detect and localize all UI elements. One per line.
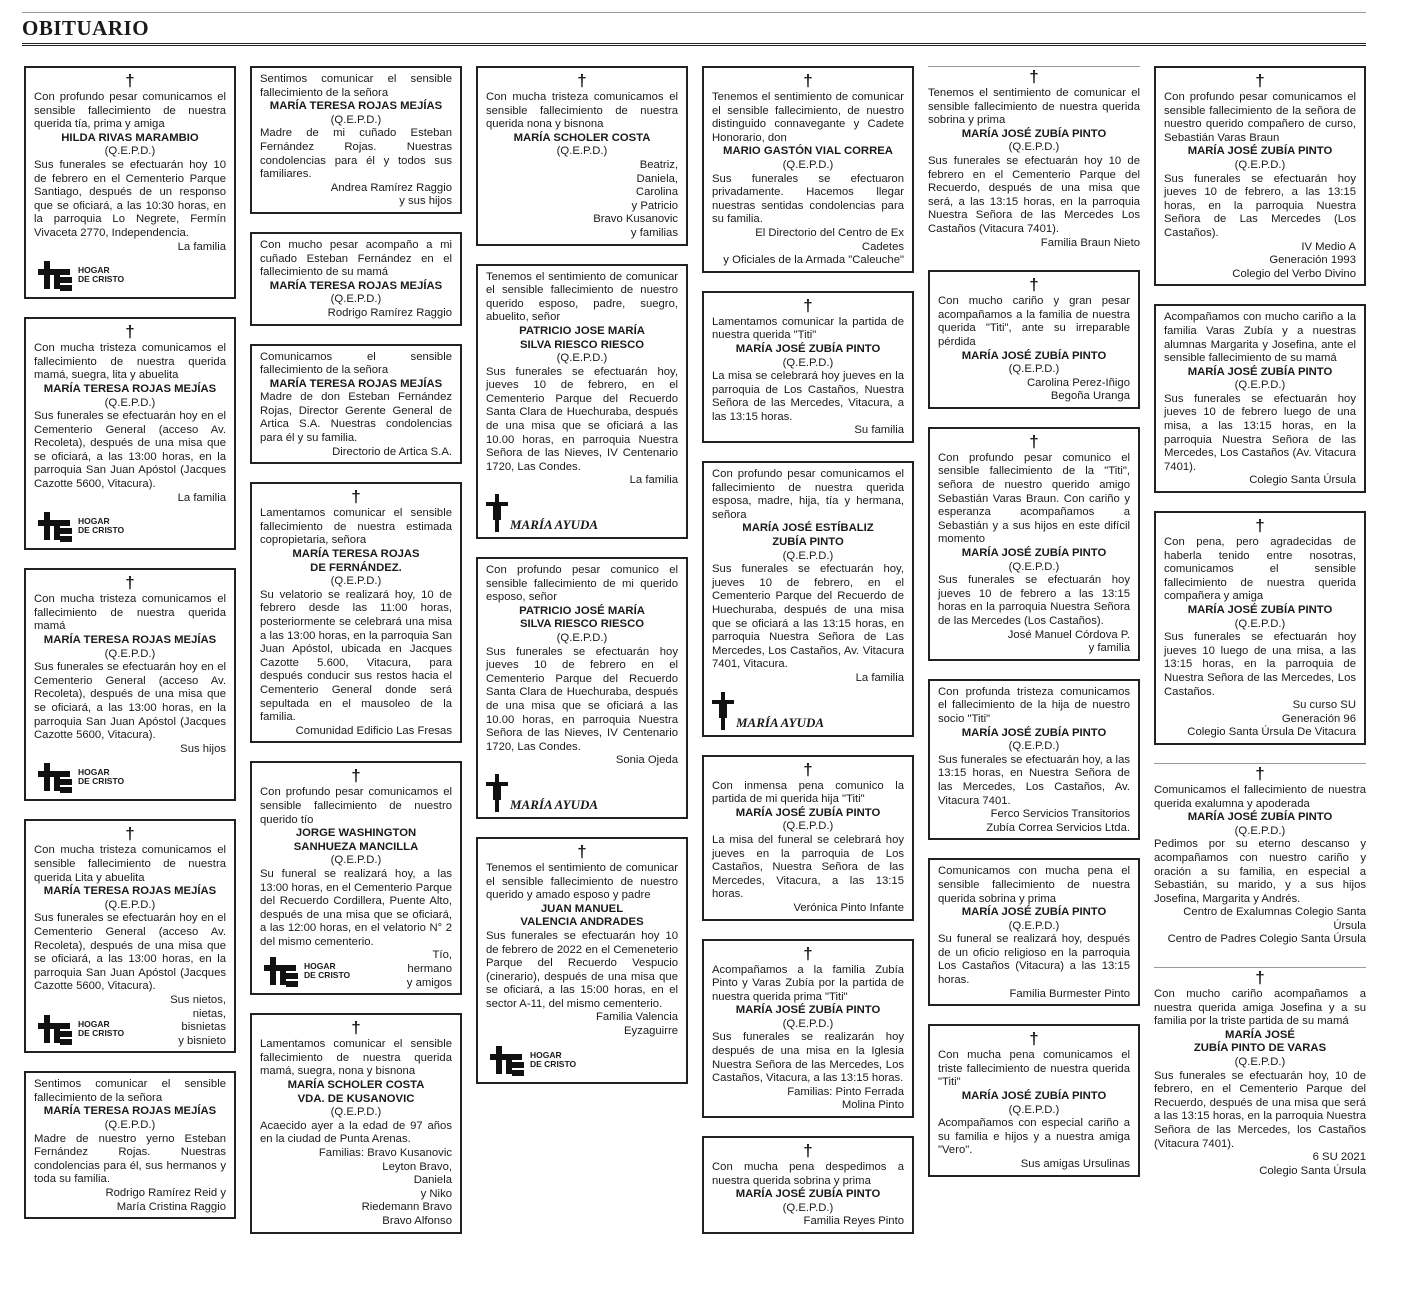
section-header [22, 16, 1366, 46]
cross-icon: † [803, 295, 813, 315]
hogar-de-cristo-icon [34, 761, 74, 793]
qepd-label: (Q.E.P.D.) [556, 145, 608, 158]
cross-icon: † [1029, 431, 1039, 451]
notice-details: Acompañamos con especial cariño a su familia e hijos y a nuestra amiga "Vero". [938, 1117, 1130, 1157]
qepd-label: (Q.E.P.D.) [330, 1106, 382, 1119]
obituary-notice [928, 1024, 1140, 1176]
qepd-label: (Q.E.P.D.) [330, 113, 382, 126]
signature: La familia [855, 671, 904, 684]
deceased-name: MARÍA JOSÉ ZUBÍA PINTO [1187, 604, 1333, 616]
hogar-de-cristo-text: HOGAR DE CRISTO [78, 1019, 125, 1039]
cross-icon: † [803, 71, 813, 90]
deceased-name: JUAN MANUEL VALENCIA ANDRADES [520, 902, 644, 929]
notice-intro: Comunicamos el sensible fallecimiento de la señora [260, 350, 452, 377]
cross-icon: † [1255, 71, 1265, 90]
qepd-label: (Q.E.P.D.) [1008, 1103, 1060, 1116]
hogar-de-cristo-icon [34, 1013, 74, 1045]
notice-details: La misa del funeral se celebrará hoy jueves en la parroquia de Los Castaños, Nuestra Señora de las Mercedes, Vitacura, a las 13:15 horas. [712, 833, 904, 901]
signature: Su curso SU Generación 96 Colegio Santa Úrsula De Vitacura [1187, 699, 1356, 739]
notice-intro: Con mucho pesar acompaño a mi cuñado Esteban Fernández en el fallecimiento de su mamá [260, 238, 452, 279]
cross-icon: † [351, 766, 361, 786]
notice-intro: Sentimos comunicar el sensible fallecimiento de la señora [34, 1078, 226, 1104]
deceased-name: MARÍA JOSÉ ZUBÍA PINTO DE VARAS [1193, 1028, 1327, 1055]
signature: Rodrigo Ramírez Raggio [327, 306, 452, 319]
deceased-name: MARÍA SCHOLER COSTA [513, 131, 651, 144]
notice-intro: Con mucha tristeza comunicamos el sensible fallecimiento de nuestra querida Lita y abuelita [34, 844, 226, 884]
column-3 [476, 66, 688, 1102]
notice-intro: Con mucha tristeza comunicamos el sensible fallecimiento de nuestra querida nona y bisnona [486, 91, 678, 131]
cross-icon: † [125, 71, 135, 90]
deceased-name: MARÍA TERESA ROJAS DE FERNÁNDEZ. [292, 548, 420, 574]
hogar-de-cristo-text: HOGAR DE CRISTO [78, 265, 125, 285]
obituary-notice [1154, 66, 1366, 286]
deceased-name: MARÍA JOSÉ ZUBÍA PINTO [961, 127, 1107, 140]
signature: Sonia Ojeda [615, 754, 678, 767]
signature: Sus amigas Ursulinas [1020, 1158, 1130, 1170]
qepd-label: (Q.E.P.D.) [782, 158, 834, 171]
obituary-notice [702, 461, 914, 737]
cross-icon: † [125, 573, 135, 593]
notice-details: Sus funerales se efectuarán hoy, a las 13:15 horas, en Nuestra Señora de las Mercedes, Los Castaños, Av. Vitacura 7401. [938, 753, 1130, 807]
signature: Comunidad Edificio Las Fresas [295, 724, 452, 737]
notice-intro: Con mucho cariño acompañamos a nuestra querida amiga Josefina y a su familia por la triste partida de su mamá [1154, 988, 1366, 1028]
obituary-notice [250, 482, 462, 743]
obituary-notice [702, 291, 914, 443]
obituary-notice [24, 66, 236, 299]
qepd-label: (Q.E.P.D.) [104, 145, 156, 158]
notice-details: Su funeral se realizará hoy, después de un oficio religioso en la parroquia Los Castaños (Vitacura) a las 13:15 horas. [938, 933, 1130, 987]
notice-details: La misa se celebrará hoy jueves en la parroquia de Los Castaños, Nuestra Señora de las Mercedes, Vitacura, a las 13:15 horas. [712, 370, 904, 423]
crucifix-icon [486, 774, 508, 812]
maria-ayuda-logo [486, 492, 678, 532]
signature-row [260, 949, 452, 990]
deceased-name: MARÍA TERESA ROJAS MEJÍAS [269, 377, 443, 390]
notice-details: Sus funerales se efectuaron privadamente. Hacemos llegar nuestras sentidas condolencias para su familia. [712, 172, 904, 226]
hogar-de-cristo-logo [486, 1043, 678, 1077]
qepd-label: (Q.E.P.D.) [104, 1119, 156, 1132]
notice-details: Sus funerales se realizarán hoy después de una misa en la Iglesia Nuestra Señora de las Mercedes, Los Castaños, Vitacura, a las 13:15 horas. [712, 1031, 904, 1085]
notice-intro: Sentimos comunicar el sensible fallecimiento de la señora [260, 73, 452, 99]
qepd-label: (Q.E.P.D.) [782, 356, 834, 369]
obituary-notice [250, 232, 462, 326]
deceased-name: MARÍA JOSÉ ZUBÍA PINTO [961, 1090, 1107, 1103]
qepd-label: (Q.E.P.D.) [1008, 740, 1060, 753]
notice-intro: Tenemos el sentimiento de comunicar el sensible fallecimiento de nuestra querida sobrina y prima [928, 87, 1140, 127]
deceased-name: MARÍA JOSÉ ZUBÍA PINTO [735, 806, 881, 819]
signature: Familias: Pinto Ferrada Molina Pinto [787, 1085, 904, 1112]
qepd-label: (Q.E.P.D.) [782, 820, 834, 833]
hogar-de-cristo-logo [34, 509, 226, 543]
notice-intro: Lamentamos comunicar la partida de nuestra querida "Titi" [712, 315, 904, 342]
obituary-notice [476, 837, 688, 1084]
notice-details: Madre de mi cuñado Esteban Fernández Rojas. Nuestras condolencias para él y todos sus familiares. [260, 127, 452, 181]
hogar-de-cristo-text: HOGAR DE CRISTO [78, 516, 125, 536]
qepd-label: (Q.E.P.D.) [104, 396, 156, 409]
notice-details: Sus funerales se efectuarán hoy en el Cementerio General (acceso Av. Recoleta), después de una misa que se oficiará, a las 13:00 horas, en la parroquia San Juan Apóstol (Jacques Cazotte 5600, Vitacura). [34, 912, 226, 993]
deceased-name: MARÍA JOSÉ ESTÍBALIZ ZUBÍA PINTO [742, 522, 874, 549]
obituary-notice [928, 858, 1140, 1006]
notice-details: Sus funerales se efectuarán hoy 10 de febrero en el Cementerio Parque Santiago, después de un responso que se oficiará, a las 10:30 horas, en la parroquia Lo Negrete, Fermín Vivaceta 2770, Independencia. [34, 158, 226, 239]
qepd-label: (Q.E.P.D.) [1234, 824, 1286, 837]
cross-icon: † [125, 824, 135, 844]
cross-icon: † [1255, 763, 1265, 783]
notice-intro: Con profundo pesar comunico el sensible fallecimiento de la "Titi", señora de nuestro querido amigo Sebastián Varas Braun. Con cariño y esperanza acompañamos a Sebastián y a sus hijos en este difícil momento [938, 451, 1130, 546]
notice-details: Pedimos por su eterno descanso y acompañamos con nuestro cariño y oración a su familia, en especial a Sebastián, su marido, y a sus hijos Josefina, Margarita y Andrés. [1154, 838, 1366, 905]
qepd-label: (Q.E.P.D.) [330, 854, 382, 867]
signature: El Directorio del Centro de Ex Cadetes y Oficiales de la Armada "Caleuche" [723, 226, 904, 267]
cross-icon: † [803, 1141, 813, 1161]
signature: Rodrigo Ramírez Reid y María Cristina Raggio [105, 1187, 226, 1213]
notice-details: Sus funerales se efectuarán hoy jueves 10 de febrero luego de una misa, a las 13:15 horas, en la parroquia Nuestra Señora de las Mercedes, Los Castaños (Av. Vitacura 7401). [1164, 392, 1356, 473]
cross-icon: † [577, 71, 587, 90]
obituary-notice [250, 761, 462, 995]
signature: Ferco Servicios Transitorios Zubía Correa Servicios Ltda. [986, 808, 1130, 834]
obituary-notice [476, 557, 688, 819]
notice-details: Madre de don Esteban Fernández Rojas, Director Gerente General de Artica S.A. Nuestras condolencias para él y su familia. [260, 391, 452, 445]
deceased-name: MARÍA JOSÉ ZUBÍA PINTO [735, 1004, 881, 1017]
crucifix-icon [712, 692, 734, 730]
deceased-name: JORGE WASHINGTON SANHUEZA MANCILLA [293, 827, 419, 853]
signature: Su familia [854, 424, 904, 437]
notice-details: Sus funerales se efectuarán hoy en el Cementerio General (acceso Av. Recoleta), después de una misa que se oficiará, a las 13:00 horas, en la parroquia San Juan Apóstol (Jacques Cazotte 5600, Vitacura). [34, 661, 226, 742]
deceased-name: MARÍA SCHOLER COSTA VDA. DE KUSANOVIC [287, 1079, 425, 1105]
cross-icon: † [1255, 516, 1265, 536]
notice-details: Sus funerales se efectuarán hoy en el Cementerio General (acceso Av. Recoleta), después de una misa que se oficiará, a las 13:00 horas, en la parroquia San Juan Apóstol (Jacques Cazotte 5600, Vitacura). [34, 410, 226, 491]
notice-intro: Tenemos el sentimiento de comunicar el sensible fallecimiento de nuestro querido y amado esposo y padre [486, 861, 678, 902]
deceased-name: MARÍA JOSÉ ZUBÍA PINTO [735, 342, 881, 355]
notice-intro: Con mucho cariño y gran pesar acompañamos a la familia de nuestra querida "Titi", ante su irreparable pérdida [938, 295, 1130, 348]
top-rule [22, 12, 1366, 13]
qepd-label: (Q.E.P.D.) [1234, 617, 1286, 630]
signature: José Manuel Córdova P. y familia [1007, 628, 1130, 655]
notice-details: Sus funerales se efectuarán hoy, jueves 10 de febrero, en el Cementerio Parque del Recuerdo de Huechuraba, después de una misa que se oficiará a las 13:15 horas, en parroquia Nuestra Señora de Las Mercedes, Los Castaños, Av. Vitacura 7401, Vitacura. [712, 563, 904, 671]
deceased-name: MARÍA TERESA ROJAS MEJÍAS [43, 885, 217, 898]
deceased-name: MARIO GASTÓN VIAL CORREA [723, 145, 893, 158]
qepd-label: (Q.E.P.D.) [104, 647, 156, 660]
column-6 [1154, 66, 1366, 1198]
signature: Sus hijos [180, 742, 226, 755]
qepd-label: (Q.E.P.D.) [556, 632, 608, 644]
maria-ayuda-text: MARÍA AYUDA [510, 796, 599, 812]
obituary-notice [928, 66, 1140, 252]
notice-intro: Con profundo pesar comunico el sensible fallecimiento de mi querido esposo, señor [486, 564, 678, 604]
notice-details: Sus funerales se efectuarán hoy, 10 de febrero, en el Cementerio Parque del Recuerdo, después de una misa que será a las 13:15 horas, en la parroquia Nuestra Señora de las Mercedes, los Castaños (Vitacura 7401). [1154, 1069, 1366, 1150]
obituary-notice [1154, 967, 1366, 1180]
deceased-name: MARÍA TERESA ROJAS MEJÍAS [269, 279, 443, 292]
obituary-notice [24, 1071, 236, 1219]
qepd-label: (Q.E.P.D.) [330, 293, 382, 306]
hogar-de-cristo-icon [34, 259, 74, 291]
qepd-label: (Q.E.P.D.) [1234, 1056, 1286, 1069]
maria-ayuda-text: MARÍA AYUDA [736, 714, 825, 730]
obituary-notice [250, 1013, 462, 1233]
notice-intro: Con profundo pesar comunicamos el sensible fallecimiento de nuestro querido tío [260, 786, 452, 826]
qepd-label: (Q.E.P.D.) [782, 1017, 834, 1030]
qepd-label: (Q.E.P.D.) [1008, 919, 1060, 932]
deceased-name: PATRICIO JOSÉ MARÍA SILVA RIESCO RIESCO [519, 604, 645, 631]
qepd-label: (Q.E.P.D.) [782, 1201, 834, 1214]
qepd-label: (Q.E.P.D.) [330, 575, 382, 588]
notice-intro: Acompañamos a la familia Zubía Pinto y Varas Zubía por la partida de nuestra querida prima "Titi" [712, 963, 904, 1003]
obituary-notice [1154, 304, 1366, 493]
column-4 [702, 66, 914, 1252]
obituary-notice [250, 66, 462, 214]
obituary-notice [702, 755, 914, 921]
obituary-notice [24, 568, 236, 801]
signature: Carolina Perez-Iñigo Begoña Uranga [1027, 376, 1130, 403]
signature: IV Medio A Generación 1993 Colegio del Verbo Divino [1232, 240, 1356, 280]
hogar-de-cristo-text: HOGAR DE CRISTO [530, 1049, 577, 1069]
notice-details: Sus funerales se efectuarán hoy 10 de febrero de 2022 en el Cemeneterio Parque del Recuerdo Vespucio (cinerario), después de una misa que se oficiará, a las 15:00 horas, en el sector A-11, del mismo cementerio. [486, 929, 678, 1010]
column-5 [928, 66, 1140, 1195]
signature: Verónica Pinto Infante [793, 901, 904, 914]
obituary-notice [928, 679, 1140, 841]
qepd-label: (Q.E.P.D.) [1008, 560, 1060, 573]
hogar-de-cristo-logo [34, 1012, 124, 1046]
cross-icon: † [803, 943, 813, 963]
notice-details: Sus funerales se efectuarán hoy jueves 10 luego de una misa, a las 13:15 horas, en la parroquia de Nuestra Señora de las Mercedes, Los Castaños. [1164, 631, 1356, 698]
notice-intro: Con profundo pesar comunicamos el fallecimiento de nuestra querida esposa, madre, hija, tía y hermana, señora [712, 468, 904, 521]
signature: Centro de Exalumnas Colegio Santa Úrsula Centro de Padres Colegio Santa Úrsula [1167, 906, 1366, 946]
notice-intro: Comunicamos el fallecimiento de nuestra querida exalumna y apoderada [1154, 783, 1366, 810]
signature: Familias: Bravo Kusanovic Leyton Bravo, Daniela y Niko Riedemann Bravo Bravo Alfonso [318, 1147, 452, 1227]
signature: Colegio Santa Úrsula [1249, 474, 1356, 487]
signature-row [34, 994, 226, 1048]
notice-intro: Lamentamos comunicar el sensible fallecimiento de nuestra estimada copropietaria, señora [260, 507, 452, 547]
deceased-name: MARÍA JOSÉ ZUBÍA PINTO [1187, 145, 1333, 158]
notice-intro: Con profundo pesar comunicamos el sensible fallecimiento de nuestra querida tía, prima y amiga [34, 91, 226, 131]
deceased-name: MARÍA JOSÉ ZUBÍA PINTO [961, 547, 1107, 560]
obituary-notice [702, 66, 914, 273]
qepd-label: (Q.E.P.D.) [104, 898, 156, 911]
notice-intro: Con mucha tristeza comunicamos el fallecimiento de nuestra querida mamá [34, 593, 226, 633]
signature: Directorio de Artica S.A. [332, 445, 452, 458]
qepd-label: (Q.E.P.D.) [1008, 363, 1060, 376]
qepd-label: (Q.E.P.D.) [1008, 141, 1060, 154]
deceased-name: MARÍA JOSÉ ZUBÍA PINTO [961, 349, 1107, 362]
deceased-name: MARÍA TERESA ROJAS MEJÍAS [43, 382, 217, 395]
notice-details: Acaecido ayer a la edad de 97 años en la ciudad de Punta Arenas. [260, 1119, 452, 1146]
signature: La familia [629, 474, 678, 487]
signature: Familia Braun Nieto [1040, 236, 1140, 249]
obituary-notice [24, 317, 236, 550]
notice-intro: Con profunda tristeza comunicamos el fallecimiento de la hija de nuestro socio "Titi" [938, 685, 1130, 725]
signature: 6 SU 2021 Colegio Santa Úrsula [1259, 1151, 1366, 1177]
notice-intro: Con pena, pero agradecidas de haberla tenido entre nosotras, comunicamos el sensible fallecimiento de nuestra querida compañera y amiga [1164, 536, 1356, 603]
deceased-name: MARÍA JOSÉ ZUBÍA PINTO [1187, 811, 1333, 824]
hogar-de-cristo-icon [260, 955, 300, 987]
hogar-de-cristo-logo [34, 760, 226, 794]
obituary-notice [702, 939, 914, 1119]
notice-details: Madre de nuestro yerno Esteban Fernández Rojas. Nuestras condolencias para él, sus hermanos y toda su familia. [34, 1132, 226, 1186]
notice-intro: Comunicamos con mucha pena el sensible fallecimiento de nuestra querida sobrina y prima [938, 865, 1130, 905]
cross-icon: † [1029, 1029, 1039, 1049]
deceased-name: MARÍA JOSÉ ZUBÍA PINTO [961, 726, 1107, 739]
signature: Familia Reyes Pinto [803, 1215, 904, 1228]
column-2 [250, 66, 462, 1252]
signature: La familia [177, 491, 226, 504]
cross-icon: † [1255, 968, 1265, 988]
maria-ayuda-text: MARÍA AYUDA [510, 517, 599, 533]
maria-ayuda-logo [486, 772, 678, 812]
deceased-name: MARÍA TERESA ROJAS MEJÍAS [43, 1105, 217, 1118]
obituary-notice [476, 264, 688, 540]
notice-details: Sus funerales se efectuarán hoy jueves 10 de febrero en el Cementerio Parque del Recuerdo Santa Clara de Huechuraba, después de una misa que se oficiará a las 10.00 horas, en parroquia Nuestra Señora de las Nieves, IV Centenario 1720, Las Condes. [486, 645, 678, 753]
obituary-notice [702, 1136, 914, 1234]
notice-intro: Con mucha tristeza comunicamos el fallecimiento de nuestra querida mamá, suegra, lita y abuelita [34, 342, 226, 382]
notice-intro: Con profundo pesar comunicamos el sensible fallecimiento de la señora de nuestro querido compañero de curso, Sebastián Varas Braun [1164, 91, 1356, 144]
deceased-name: HILDA RIVAS MARAMBIO [61, 131, 199, 144]
signature: Sus nietos, nietas, bisnietas y bisnieto [170, 993, 226, 1047]
cross-icon: † [351, 487, 361, 507]
obituary-notice [476, 66, 688, 246]
notice-details: Sus funerales se efectuarán hoy, jueves 10 de febrero, en el Cementerio Parque del Recuerdo Santa Clara de Huechuraba, después de una misa que se oficiará a las 10.00 horas, en parroquia Nuestra Señora de las Nieves, IV Centenario 1720, Las Condes. [486, 365, 678, 473]
qepd-label: (Q.E.P.D.) [1234, 379, 1286, 392]
notice-intro: Con inmensa pena comunico la partida de mi querida hija "Titi" [712, 779, 904, 806]
maria-ayuda-logo [712, 690, 904, 730]
signature: La familia [177, 240, 226, 253]
hogar-de-cristo-icon [34, 510, 74, 542]
qepd-label: (Q.E.P.D.) [1234, 158, 1286, 171]
obituary-notice [928, 270, 1140, 409]
deceased-name: MARÍA JOSÉ ZUBÍA PINTO [1187, 365, 1333, 378]
obituary-notice [1154, 763, 1366, 949]
signature: Beatriz, Daniela, Carolina y Patricio Bravo Kusanovic y familias [593, 158, 678, 239]
hogar-de-cristo-logo [260, 954, 350, 988]
deceased-name: MARÍA TERESA ROJAS MEJÍAS [43, 634, 217, 647]
signature: Familia Burmester Pinto [1009, 987, 1130, 1000]
cross-icon: † [1029, 275, 1039, 295]
notice-details: Su funeral se realizará hoy, a las 13:00 horas, en el Cementerio Parque del Recuerdo Cordillera, Puente Alto, después de una misa que se oficiará, a las 12:00 horas, en el velatorio N° 2 del mismo cementerio. [260, 867, 452, 948]
signature: Tío, hermano y amigos [406, 949, 452, 989]
cross-icon: † [577, 841, 587, 861]
notice-details: Su velatorio se realizará hoy, 10 de febrero desde las 11:00 horas, posteriormente se celebrará una misa a las 13:00 horas, en la parroquia San Juan Apóstol, ubicada en Jacques Cazotte 5.600, Vitacura, para después conducir sus restos hacia el Cementerio General donde será sepultada en el mausoleo de la familia. [260, 588, 452, 724]
notice-intro: Tenemos el sentimiento de comunicar el sensible fallecimiento de nuestro querido esposo, padre, suegro, abuelito, señor [486, 270, 678, 324]
crucifix-icon [486, 494, 508, 532]
hogar-de-cristo-text: HOGAR DE CRISTO [78, 767, 125, 787]
notice-intro: Lamentamos comunicar el sensible fallecimiento de nuestra querida mamá, suegra, nona y bisnona [260, 1038, 452, 1078]
obituary-notice [1154, 511, 1366, 745]
cross-icon: † [803, 759, 813, 779]
deceased-name: MARÍA TERESA ROJAS MEJÍAS [269, 100, 443, 113]
notice-details: Sus funerales se efectuarán hoy jueves 10 de febrero a las 13:15 horas en la parroquia Nuestra Señora de las Mercedes (Los Castaños). [938, 574, 1130, 627]
cross-icon: † [125, 322, 135, 342]
obituary-notice [928, 427, 1140, 661]
obituary-notice [250, 344, 462, 465]
notice-intro: Acompañamos con mucho cariño a la familia Varas Zubía y a nuestras alumnas Margarita y Josefina, ante el sensible fallecimiento de su mamá [1164, 311, 1356, 365]
hogar-de-cristo-icon [486, 1044, 526, 1076]
cross-icon: † [1029, 67, 1039, 86]
signature: Familia Valencia Eyzaguirre [595, 1011, 678, 1038]
qepd-label: (Q.E.P.D.) [556, 352, 608, 365]
notice-intro: Con mucha pena comunicamos el triste fallecimiento de nuestra querida "Titi" [938, 1049, 1130, 1089]
cross-icon: † [351, 1018, 361, 1038]
section-title: OBITUARIO [22, 16, 150, 40]
hogar-de-cristo-logo [34, 258, 226, 292]
notice-intro: Con mucha pena despedimos a nuestra querida sobrina y prima [712, 1161, 904, 1187]
notice-details: Sus funerales se efectuarán hoy jueves 10 de febrero, a las 13:15 horas, en la parroquia Nuestra Señora de Las Mercedes (Los Castaños). [1164, 172, 1356, 239]
hogar-de-cristo-text: HOGAR DE CRISTO [304, 961, 351, 981]
obituary-notice [24, 819, 236, 1053]
deceased-name: MARÍA JOSÉ ZUBÍA PINTO [961, 906, 1107, 919]
deceased-name: PATRICIO JOSE MARÍA SILVA RIESCO RIESCO [519, 324, 645, 351]
notice-intro: Tenemos el sentimiento de comunicar el sensible fallecimiento, de nuestro distinguido connavegante y Cadete Honorario, don [712, 91, 904, 144]
column-1 [24, 66, 236, 1237]
notice-details: Sus funerales se efectuarán hoy 10 de febrero en el Cementerio Parque del Recuerdo, después de una misa que será, a las 13:15 horas, en la parroquia Nuestra Señora de las Mercedes Los Castaños (Vitacura 7401). [928, 154, 1140, 235]
qepd-label: (Q.E.P.D.) [782, 549, 834, 562]
deceased-name: MARÍA JOSÉ ZUBÍA PINTO [735, 1188, 881, 1201]
signature: Andrea Ramírez Raggio y sus hijos [330, 181, 452, 208]
